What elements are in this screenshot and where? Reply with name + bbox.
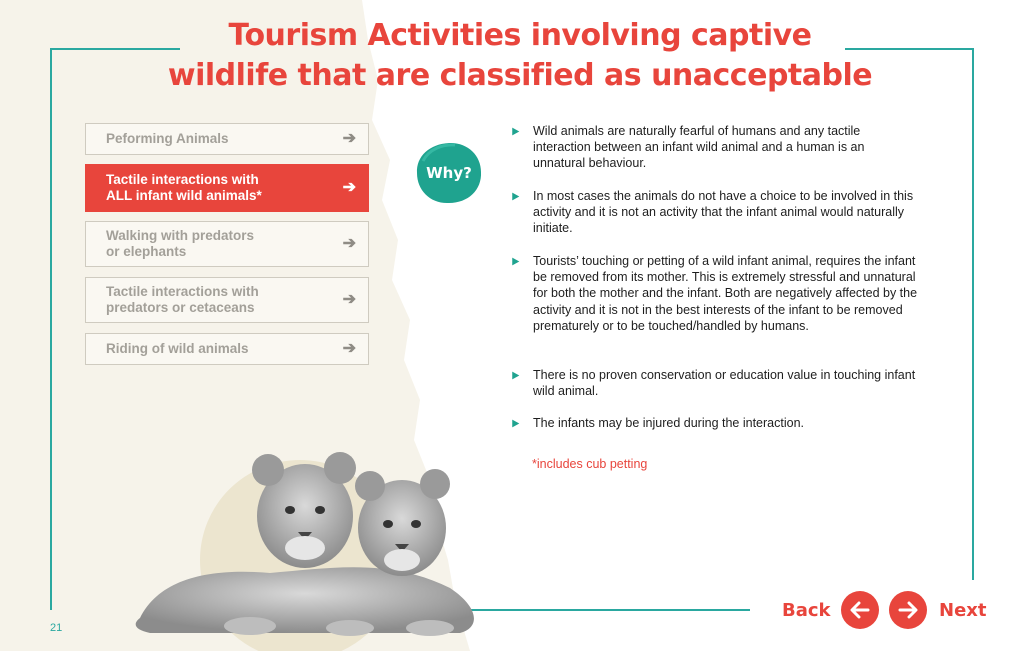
- arrow-right-icon: ➔: [342, 130, 356, 147]
- list-item: [508, 415, 918, 431]
- menu-item-label: Tactile interactions with predators or cetaceans: [106, 284, 259, 315]
- next-button[interactable]: [889, 590, 987, 630]
- arrow-right-icon: ➔: [342, 179, 356, 196]
- list-item-text: In most cases the animals do not have a choice to be involved in this activity and it is not an activity that the infant animal would naturally initiate.: [533, 189, 914, 236]
- triangle-bullet-icon: [508, 367, 533, 381]
- page-title: [150, 16, 890, 96]
- list-item-text: Tourists’ touching or petting of a wild infant animal, requires the infant be removed from its mother. This is extremely stressful and unnatural for both the mother and the infant. Both are negatively affected by the activity and it is not in the best interests of the infant to be removed prematurely or to be touched/handled by humans.: [533, 254, 918, 333]
- triangle-bullet-icon: [508, 123, 533, 137]
- why-label: Why?: [426, 164, 472, 182]
- arrow-right-circle-icon: [889, 591, 927, 629]
- menu-item-label: Peforming Animals: [106, 131, 229, 146]
- triangle-bullet-icon: [508, 253, 533, 267]
- menu-item-label: Riding of wild animals: [106, 341, 249, 356]
- arrow-right-icon: ➔: [342, 235, 356, 252]
- arrow-right-icon: ➔: [342, 291, 356, 308]
- list-item: [508, 188, 918, 237]
- menu-item-tactile-infant[interactable]: [85, 164, 369, 212]
- list-item-text: The infants may be injured during the interaction.: [533, 416, 804, 430]
- lion-cubs-image: [130, 448, 490, 638]
- why-badge: [415, 141, 483, 205]
- list-item-text: Wild animals are naturally fearful of humans and any tactile interaction between an infant wild animal and a human is an unnatural behaviour.: [533, 124, 865, 171]
- arrow-left-circle-icon: [841, 591, 879, 629]
- menu-item-tactile-predators[interactable]: [85, 277, 369, 323]
- menu-item-riding-animals[interactable]: [85, 333, 369, 365]
- footnote: *includes cub petting: [532, 457, 648, 471]
- menu-item-performing-animals[interactable]: [85, 123, 369, 155]
- page-title-line2: wildlife that are classified as unacceptable: [167, 58, 873, 93]
- list-item: [508, 253, 918, 334]
- menu-item-walking-predators[interactable]: [85, 221, 369, 267]
- menu-item-label: Walking with predators or elephants: [106, 228, 255, 259]
- page-number: 21: [50, 622, 63, 634]
- arrow-right-icon: ➔: [342, 340, 356, 357]
- page-title-line1: Tourism Activities involving captive: [228, 18, 812, 53]
- back-label: Back: [782, 599, 831, 621]
- back-button[interactable]: [782, 590, 879, 630]
- frame-right: [972, 48, 974, 580]
- frame-bottom: [455, 609, 750, 611]
- list-item: [508, 123, 918, 172]
- triangle-bullet-icon: [508, 415, 533, 429]
- triangle-bullet-icon: [508, 188, 533, 202]
- frame-left: [50, 48, 52, 610]
- menu-item-label: Tactile interactions with ALL infant wild animals*: [106, 172, 262, 203]
- list-item-text: There is no proven conservation or education value in touching infant wild animal.: [533, 368, 916, 399]
- next-label: Next: [939, 599, 987, 621]
- list-item: [508, 367, 918, 399]
